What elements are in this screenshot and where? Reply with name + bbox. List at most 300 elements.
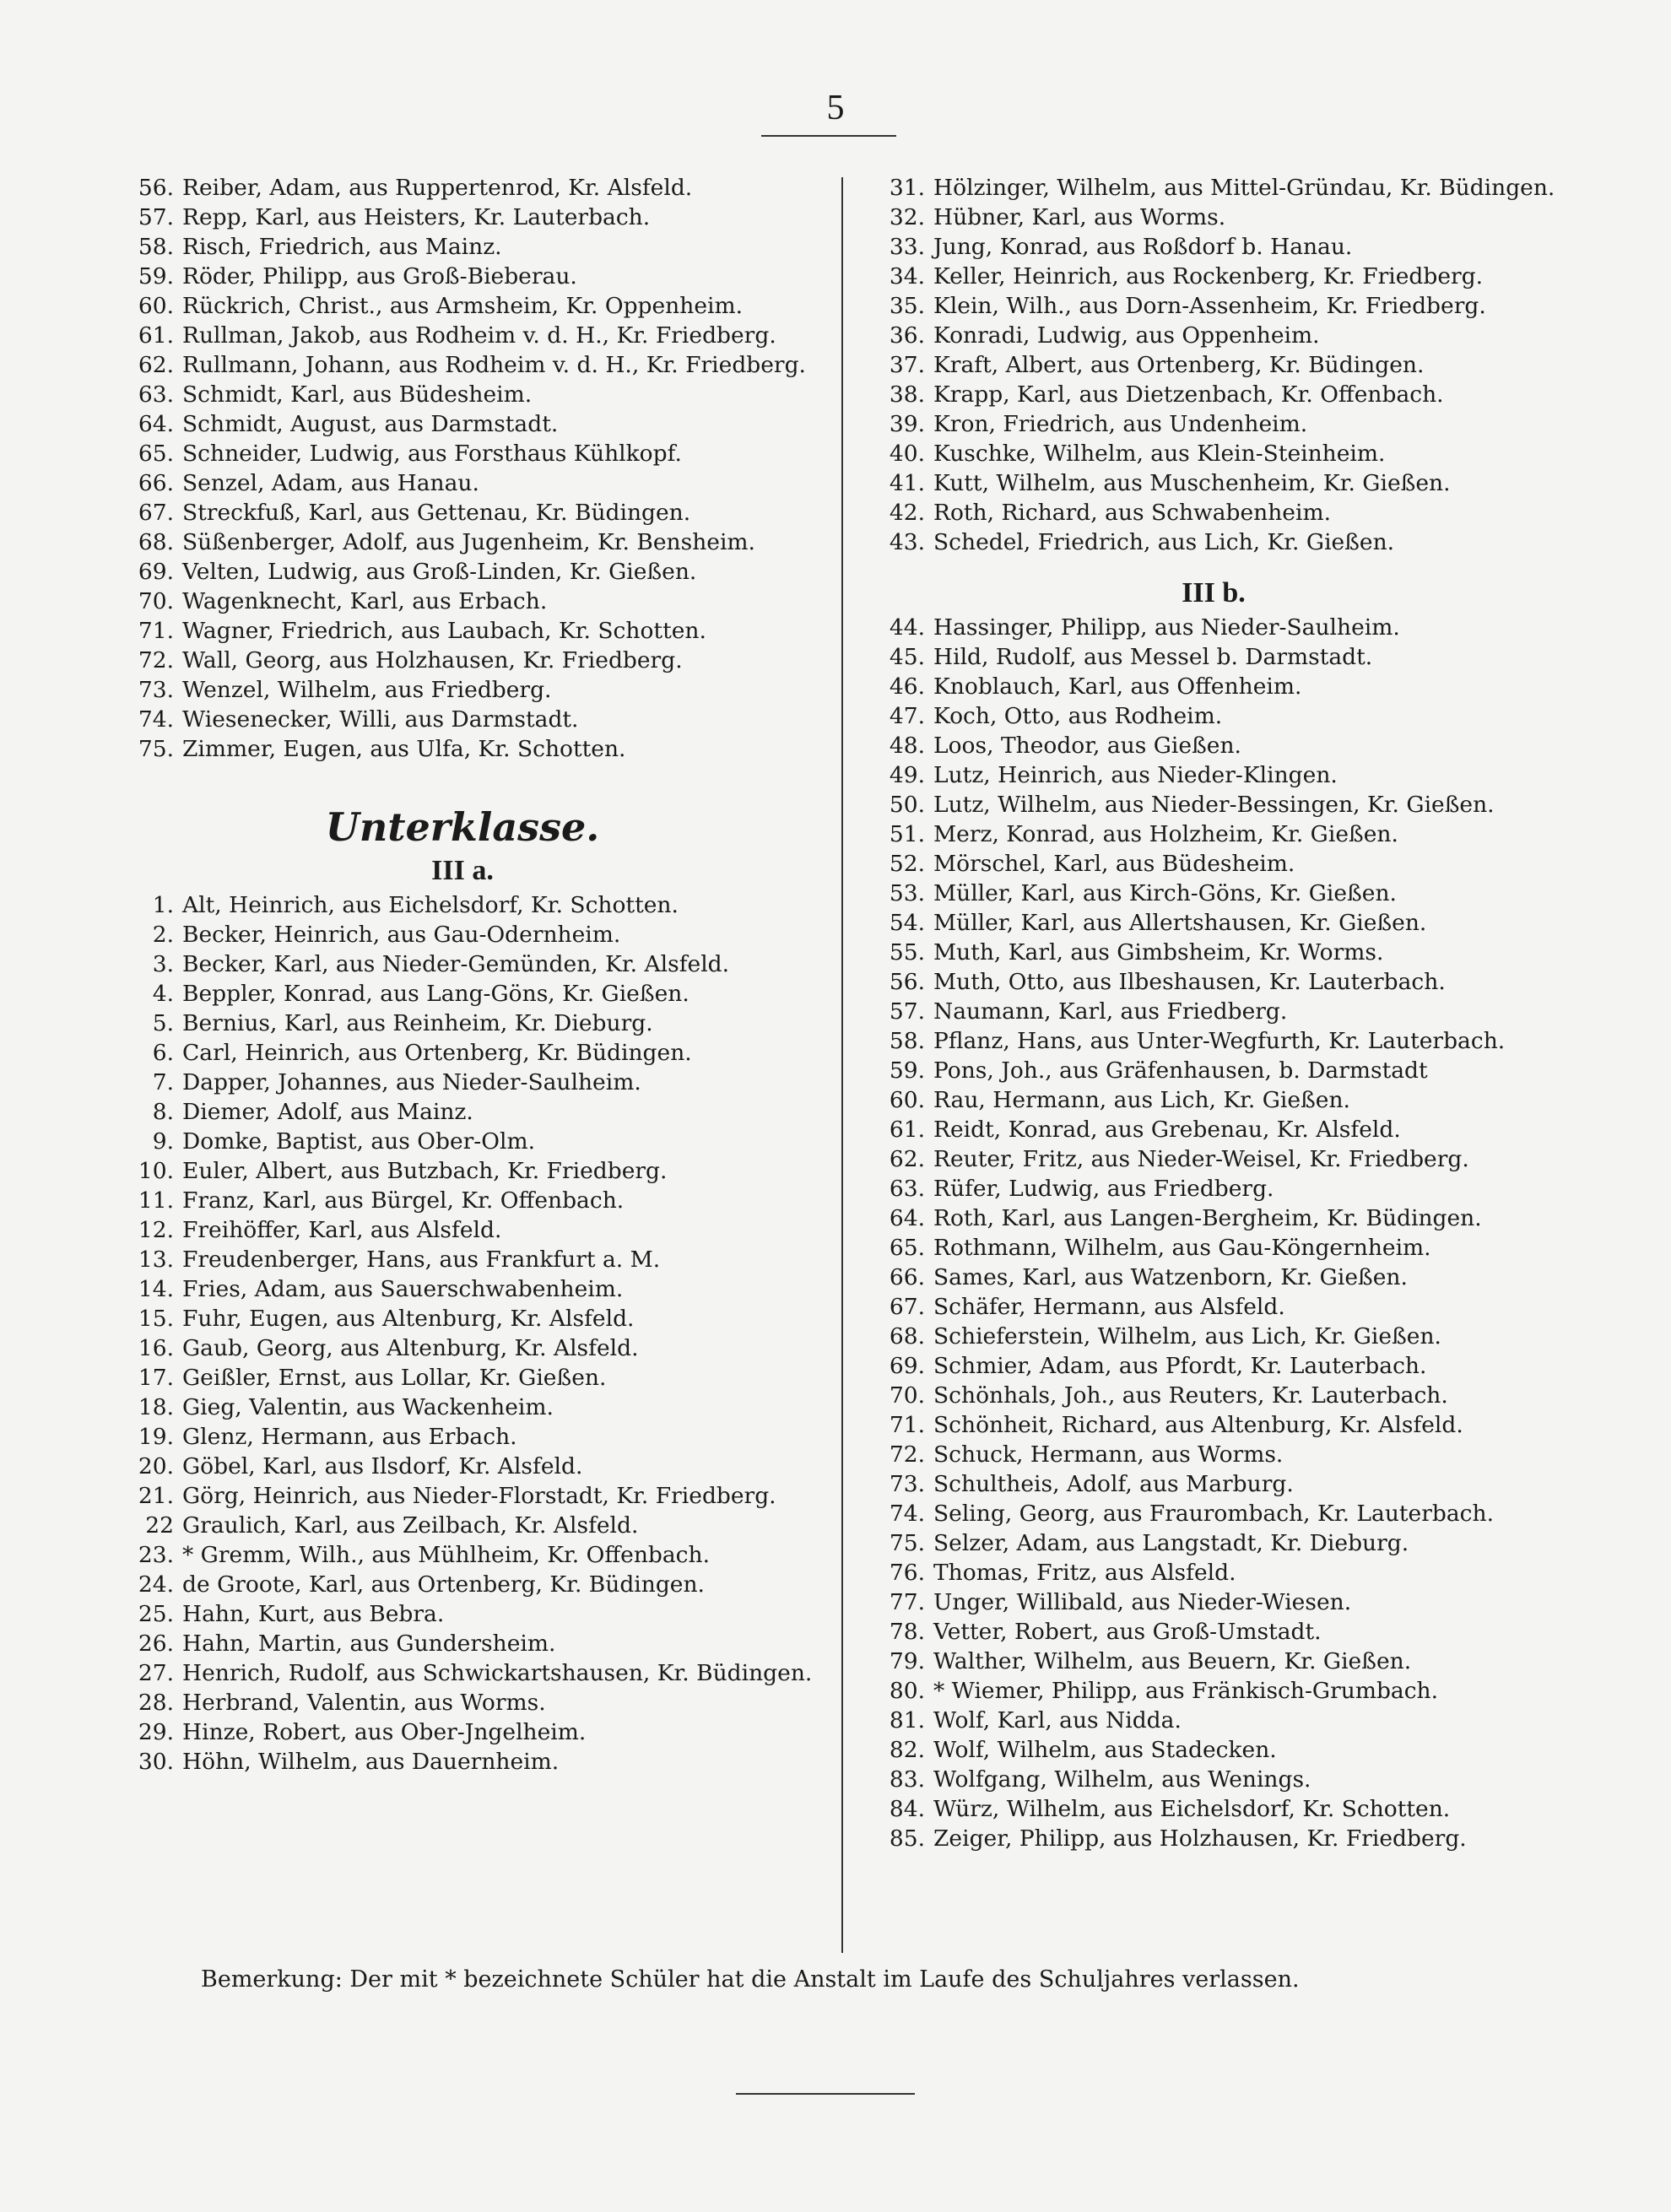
left-column: [108, 173, 817, 1777]
entry-number: 72.: [138, 647, 174, 673]
entry-number: 67.: [138, 500, 174, 526]
entry-text: Risch, Friedrich, aus Mainz.: [182, 234, 502, 260]
entry-text: Hinze, Robert, aus Ober-Jngelheim.: [182, 1719, 587, 1745]
list-item: [859, 1263, 1568, 1292]
entry-text: Wagner, Friedrich, aus Laubach, Kr. Schotten.: [182, 618, 706, 644]
entry-number: 46.: [889, 673, 925, 700]
entry-number: 42.: [889, 500, 925, 526]
list-item: [108, 1629, 817, 1658]
list-item: [859, 1647, 1568, 1676]
entry-number: 68.: [138, 529, 174, 555]
list-item: [108, 291, 817, 321]
entry-text: Muth, Karl, aus Gimbsheim, Kr. Worms.: [933, 939, 1384, 965]
entry-number: 44.: [889, 614, 925, 641]
entry-text: Schmidt, Karl, aus Büdesheim.: [182, 381, 533, 408]
section-heading-unterklasse: Unterklasse.: [325, 804, 600, 850]
entry-text: Knoblauch, Karl, aus Offenheim.: [933, 673, 1302, 700]
entry-number: 75.: [138, 736, 174, 762]
list-item: [108, 380, 817, 409]
entry-number: 37.: [889, 352, 925, 378]
entry-number: 22: [145, 1512, 174, 1539]
entry-text: Lutz, Heinrich, aus Nieder-Klingen.: [933, 762, 1338, 788]
list-item: [108, 1540, 817, 1570]
entry-number: 7.: [152, 1069, 174, 1095]
entry-text: * Gremm, Wilh., aus Mühlheim, Kr. Offenbach.: [182, 1542, 710, 1568]
list-item: [859, 1587, 1568, 1617]
entry-text: Thomas, Fritz, aus Alsfeld.: [933, 1560, 1236, 1586]
entry-text: Görg, Heinrich, aus Nieder-Florstadt, Kr. Friedberg.: [182, 1483, 776, 1509]
list-item: [859, 291, 1568, 321]
entry-number: 36.: [889, 322, 925, 349]
list-item: [859, 439, 1568, 468]
list-item: [859, 997, 1568, 1026]
list-item: [108, 498, 817, 527]
entry-number: 26.: [138, 1631, 174, 1657]
entry-text: Wolf, Wilhelm, aus Stadecken.: [933, 1737, 1277, 1763]
entry-text: Gaub, Georg, aus Altenburg, Kr. Alsfeld.: [182, 1335, 639, 1361]
entry-number: 43.: [889, 529, 925, 555]
entry-text: Domke, Baptist, aus Ober-Olm.: [182, 1128, 536, 1155]
list-item: [108, 1127, 817, 1156]
entry-text: Henrich, Rudolf, aus Schwickartshausen, Kr. Büdingen.: [182, 1660, 813, 1686]
entry-text: Schieferstein, Wilhelm, aus Lich, Kr. Gießen.: [933, 1323, 1441, 1349]
entry-number: 40.: [889, 441, 925, 467]
entry-text: Reiber, Adam, aus Ruppertenrod, Kr. Alsfeld.: [182, 175, 693, 201]
list-item: [108, 1511, 817, 1540]
entry-number: 72.: [889, 1441, 925, 1468]
entry-text: Wagenknecht, Karl, aus Erbach.: [182, 588, 548, 614]
entry-number: 15.: [138, 1306, 174, 1332]
list-item: [108, 734, 817, 764]
entry-number: 71.: [889, 1412, 925, 1438]
entry-number: 24.: [138, 1571, 174, 1598]
entry-text: Freihöffer, Karl, aus Alsfeld.: [182, 1217, 502, 1243]
entry-text: Hübner, Karl, aus Worms.: [933, 204, 1226, 230]
entry-text: Schäfer, Hermann, aus Alsfeld.: [933, 1294, 1285, 1320]
entry-text: Beppler, Konrad, aus Lang-Göns, Kr. Gießen.: [182, 981, 689, 1007]
entry-text: Kraft, Albert, aus Ortenberg, Kr. Büdingen.: [933, 352, 1425, 378]
list-item: [108, 1068, 817, 1097]
list-item: [108, 1688, 817, 1717]
entry-text: Alt, Heinrich, aus Eichelsdorf, Kr. Schotten.: [182, 892, 679, 918]
entry-number: 11.: [138, 1187, 174, 1214]
list-item: [108, 1215, 817, 1245]
list-item: [859, 321, 1568, 350]
entry-text: Koch, Otto, aus Rodheim.: [933, 703, 1223, 729]
entry-text: Rullman, Jakob, aus Rodheim v. d. H., Kr. Friedberg.: [182, 322, 776, 349]
list-item: [859, 1085, 1568, 1115]
entry-number: 27.: [138, 1660, 174, 1686]
list-item: [859, 1528, 1568, 1558]
entry-text: Hahn, Kurt, aus Bebra.: [182, 1601, 445, 1627]
entry-number: 9.: [152, 1128, 174, 1155]
entry-number: 62.: [889, 1146, 925, 1172]
list-item: [859, 879, 1568, 908]
entry-text: Schmidt, August, aus Darmstadt.: [182, 411, 559, 437]
entry-number: 38.: [889, 381, 925, 408]
list-item: [859, 1558, 1568, 1587]
entry-text: Vetter, Robert, aus Groß-Umstadt.: [933, 1619, 1322, 1645]
entry-number: 70.: [138, 588, 174, 614]
entry-number: 52.: [889, 851, 925, 877]
entry-text: Wiesenecker, Willi, aus Darmstadt.: [182, 706, 579, 733]
entry-number: 29.: [138, 1719, 174, 1745]
entry-number: 81.: [889, 1707, 925, 1733]
entry-text: Zimmer, Eugen, aus Ulfa, Kr. Schotten.: [182, 736, 626, 762]
entry-text: * Wiemer, Philipp, aus Fränkisch-Grumbach.: [933, 1678, 1439, 1704]
list-item: [108, 173, 817, 203]
list-item: [859, 1706, 1568, 1735]
top-rule: [761, 135, 896, 137]
right-list-bottom: [859, 613, 1568, 1853]
entry-text: Kutt, Wilhelm, aus Muschenheim, Kr. Gießen.: [933, 470, 1451, 496]
entry-text: Süßenberger, Adolf, aus Jugenheim, Kr. Bensheim.: [182, 529, 755, 555]
list-item: [108, 1097, 817, 1127]
list-item: [859, 819, 1568, 849]
entry-text: Hassinger, Philipp, aus Nieder-Saulheim.: [933, 614, 1400, 641]
entry-number: 19.: [138, 1424, 174, 1450]
entry-text: Roth, Richard, aus Schwabenheim.: [933, 500, 1332, 526]
entry-text: Hild, Rudolf, aus Messel b. Darmstadt.: [933, 644, 1373, 670]
list-item: [108, 527, 817, 557]
entry-number: 64.: [138, 411, 174, 437]
list-item: [859, 1292, 1568, 1322]
entry-number: 33.: [889, 234, 925, 260]
entry-text: Geißler, Ernst, aus Lollar, Kr. Gießen.: [182, 1365, 607, 1391]
list-item: [859, 1765, 1568, 1794]
left-list-bottom: [108, 890, 817, 1777]
left-list-top: [108, 173, 817, 764]
list-item: [859, 498, 1568, 527]
entry-text: Glenz, Hermann, aus Erbach.: [182, 1424, 517, 1450]
entry-text: Kron, Friedrich, aus Undenheim.: [933, 411, 1308, 437]
entry-number: 60.: [138, 293, 174, 319]
right-list-top: [859, 173, 1568, 557]
list-item: [859, 1351, 1568, 1381]
entry-number: 31.: [889, 175, 925, 201]
entry-number: 17.: [138, 1365, 174, 1391]
list-item: [859, 1026, 1568, 1056]
entry-text: Schönhals, Joh., aus Reuters, Kr. Lauterbach.: [933, 1382, 1448, 1409]
entry-number: 63.: [138, 381, 174, 408]
list-item: [108, 949, 817, 979]
entry-text: Zeiger, Philipp, aus Holzhausen, Kr. Friedberg.: [933, 1825, 1467, 1852]
entry-text: Klein, Wilh., aus Dorn-Assenheim, Kr. Friedberg.: [933, 293, 1486, 319]
entry-number: 5.: [152, 1010, 174, 1036]
entry-text: Schmier, Adam, aus Pfordt, Kr. Lauterbach.: [933, 1353, 1427, 1379]
entry-number: 77.: [889, 1589, 925, 1615]
list-item: [859, 731, 1568, 760]
entry-text: Röder, Philipp, aus Groß-Bieberau.: [182, 263, 577, 289]
entry-text: Jung, Konrad, aus Roßdorf b. Hanau.: [933, 234, 1353, 260]
list-item: [859, 173, 1568, 203]
list-item: [108, 979, 817, 1009]
list-item: [108, 439, 817, 468]
entry-number: 69.: [138, 559, 174, 585]
entry-number: 8.: [152, 1099, 174, 1125]
right-column: [859, 173, 1568, 1853]
list-item: [859, 672, 1568, 701]
entry-number: 32.: [889, 204, 925, 230]
entry-number: 85.: [889, 1825, 925, 1852]
entry-text: Konradi, Ludwig, aus Oppenheim.: [933, 322, 1320, 349]
entry-number: 30.: [138, 1749, 174, 1775]
entry-number: 10.: [138, 1158, 174, 1184]
entry-text: Unger, Willibald, aus Nieder-Wiesen.: [933, 1589, 1352, 1615]
list-item: [859, 1381, 1568, 1410]
entry-number: 48.: [889, 733, 925, 759]
subsection-heading-iiia: III a.: [431, 855, 494, 886]
entry-text: Roth, Karl, aus Langen-Bergheim, Kr. Büdingen.: [933, 1205, 1482, 1231]
list-item: [108, 1747, 817, 1777]
list-item: [859, 1174, 1568, 1203]
entry-number: 78.: [889, 1619, 925, 1645]
entry-number: 6.: [152, 1040, 174, 1066]
entry-number: 84.: [889, 1796, 925, 1822]
list-item: [859, 613, 1568, 642]
entry-text: Streckfuß, Karl, aus Gettenau, Kr. Büdingen.: [182, 500, 691, 526]
entry-number: 61.: [889, 1117, 925, 1143]
entry-text: Muth, Otto, aus Ilbeshausen, Kr. Lauterbach.: [933, 969, 1446, 995]
list-item: [108, 1186, 817, 1215]
list-item: [859, 642, 1568, 672]
list-item: [108, 1422, 817, 1452]
entry-text: Schneider, Ludwig, aus Forsthaus Kühlkopf.: [182, 441, 682, 467]
list-item: [108, 1599, 817, 1629]
entry-number: 56.: [138, 175, 174, 201]
entry-number: 25.: [138, 1601, 174, 1627]
entry-text: Dapper, Johannes, aus Nieder-Saulheim.: [182, 1069, 641, 1095]
entry-text: Fries, Adam, aus Sauerschwabenheim.: [182, 1276, 624, 1302]
list-item: [108, 1274, 817, 1304]
entry-text: Würz, Wilhelm, aus Eichelsdorf, Kr. Schotten.: [933, 1796, 1451, 1822]
entry-number: 73.: [889, 1471, 925, 1497]
entry-number: 76.: [889, 1560, 925, 1586]
entry-number: 35.: [889, 293, 925, 319]
list-item: [859, 1233, 1568, 1263]
list-item: [859, 1144, 1568, 1174]
entry-text: Graulich, Karl, aus Zeilbach, Kr. Alsfeld.: [182, 1512, 639, 1539]
entry-number: 2.: [152, 922, 174, 948]
entry-number: 54.: [889, 910, 925, 936]
entry-number: 28.: [138, 1690, 174, 1716]
list-item: [859, 1115, 1568, 1144]
entry-text: Freudenberger, Hans, aus Frankfurt a. M.: [182, 1247, 661, 1273]
entry-text: Diemer, Adolf, aus Mainz.: [182, 1099, 473, 1125]
entry-number: 65.: [889, 1235, 925, 1261]
list-item: [859, 1499, 1568, 1528]
list-item: [108, 1481, 817, 1511]
entry-text: Franz, Karl, aus Bürgel, Kr. Offenbach.: [182, 1187, 625, 1214]
entry-text: Rückrich, Christ., aus Armsheim, Kr. Oppenheim.: [182, 293, 744, 319]
entry-number: 79.: [889, 1648, 925, 1674]
entry-text: Becker, Karl, aus Nieder-Gemünden, Kr. Alsfeld.: [182, 951, 730, 977]
entry-number: 51.: [889, 821, 925, 847]
entry-number: 58.: [889, 1028, 925, 1054]
entry-text: Wenzel, Wilhelm, aus Friedberg.: [182, 677, 552, 703]
list-item: [108, 616, 817, 646]
list-item: [859, 409, 1568, 439]
entry-number: 14.: [138, 1276, 174, 1302]
entry-text: Merz, Konrad, aus Holzheim, Kr. Gießen.: [933, 821, 1398, 847]
entry-number: 59.: [138, 263, 174, 289]
list-item: [859, 380, 1568, 409]
entry-number: 39.: [889, 411, 925, 437]
list-item: [108, 203, 817, 232]
list-item: [108, 1245, 817, 1274]
list-item: [859, 232, 1568, 262]
entry-text: Sames, Karl, aus Watzenborn, Kr. Gießen.: [933, 1264, 1408, 1290]
entry-number: 21.: [138, 1483, 174, 1509]
list-item: [108, 890, 817, 920]
list-item: [859, 1735, 1568, 1765]
list-item: [859, 1410, 1568, 1440]
list-item: [859, 203, 1568, 232]
entry-number: 59.: [889, 1057, 925, 1084]
entry-number: 3.: [152, 951, 174, 977]
entry-text: Carl, Heinrich, aus Ortenberg, Kr. Büdingen.: [182, 1040, 692, 1066]
list-item: [108, 468, 817, 498]
list-item: [859, 468, 1568, 498]
entry-number: 64.: [889, 1205, 925, 1231]
list-item: [108, 675, 817, 705]
entry-text: Krapp, Karl, aus Dietzenbach, Kr. Offenbach.: [933, 381, 1444, 408]
entry-text: de Groote, Karl, aus Ortenberg, Kr. Büdingen.: [182, 1571, 705, 1598]
entry-number: 50.: [889, 792, 925, 818]
entry-text: Pflanz, Hans, aus Unter-Wegfurth, Kr. Lauterbach.: [933, 1028, 1506, 1054]
list-item: [859, 1056, 1568, 1085]
list-item: [859, 262, 1568, 291]
entry-text: Rüfer, Ludwig, aus Friedberg.: [933, 1176, 1274, 1202]
list-item: [108, 350, 817, 380]
list-item: [108, 1304, 817, 1333]
entry-text: Schedel, Friedrich, aus Lich, Kr. Gießen.: [933, 529, 1395, 555]
entry-text: Selzer, Adam, aus Langstadt, Kr. Dieburg.: [933, 1530, 1409, 1556]
entry-text: Kuschke, Wilhelm, aus Klein-Steinheim.: [933, 441, 1386, 467]
entry-number: 57.: [889, 998, 925, 1025]
entry-number: 73.: [138, 677, 174, 703]
entry-number: 16.: [138, 1335, 174, 1361]
entry-number: 74.: [889, 1501, 925, 1527]
list-item: [108, 1038, 817, 1068]
entry-number: 41.: [889, 470, 925, 496]
entry-number: 82.: [889, 1737, 925, 1763]
entry-text: Senzel, Adam, aus Hanau.: [182, 470, 479, 496]
list-item: [108, 409, 817, 439]
list-item: [859, 1469, 1568, 1499]
bottom-rule: [736, 2093, 915, 2095]
list-item: [108, 1156, 817, 1186]
entry-number: 13.: [138, 1247, 174, 1273]
entry-text: Naumann, Karl, aus Friedberg.: [933, 998, 1288, 1025]
entry-number: 45.: [889, 644, 925, 670]
entry-text: Herbrand, Valentin, aus Worms.: [182, 1690, 546, 1716]
list-item: [108, 1363, 817, 1393]
entry-text: Schultheis, Adolf, aus Marburg.: [933, 1471, 1294, 1497]
list-item: [108, 321, 817, 350]
list-item: [859, 1824, 1568, 1853]
entry-number: 74.: [138, 706, 174, 733]
entry-text: Repp, Karl, aus Heisters, Kr. Lauterbach.: [182, 204, 651, 230]
entry-text: Müller, Karl, aus Allertshausen, Kr. Gießen.: [933, 910, 1427, 936]
entry-text: Walther, Wilhelm, aus Beuern, Kr. Gießen.: [933, 1648, 1412, 1674]
entry-text: Höhn, Wilhelm, aus Dauernheim.: [182, 1749, 560, 1775]
entry-text: Velten, Ludwig, aus Groß-Linden, Kr. Gießen.: [182, 559, 697, 585]
list-item: [859, 1322, 1568, 1351]
list-item: [108, 1333, 817, 1363]
entry-text: Schuck, Hermann, aus Worms.: [933, 1441, 1284, 1468]
entry-number: 75.: [889, 1530, 925, 1556]
entry-number: 60.: [889, 1087, 925, 1113]
list-item: [108, 1393, 817, 1422]
subsection-heading-iiib: III b.: [1182, 577, 1246, 608]
entry-number: 4.: [152, 981, 174, 1007]
entry-text: Wall, Georg, aus Holzhausen, Kr. Friedberg.: [182, 647, 683, 673]
entry-text: Lutz, Wilhelm, aus Nieder-Bessingen, Kr. Gießen.: [933, 792, 1495, 818]
entry-text: Reuter, Fritz, aus Nieder-Weisel, Kr. Friedberg.: [933, 1146, 1469, 1172]
entry-text: Wolf, Karl, aus Nidda.: [933, 1707, 1182, 1733]
entry-text: Göbel, Karl, aus Ilsdorf, Kr. Alsfeld.: [182, 1453, 583, 1479]
entry-number: 57.: [138, 204, 174, 230]
list-item: [859, 967, 1568, 997]
list-item: [108, 920, 817, 949]
entry-number: 23.: [138, 1542, 174, 1568]
entry-number: 70.: [889, 1382, 925, 1409]
list-item: [859, 938, 1568, 967]
entry-number: 66.: [889, 1264, 925, 1290]
entry-number: 80.: [889, 1678, 925, 1704]
entry-number: 69.: [889, 1353, 925, 1379]
entry-number: 47.: [889, 703, 925, 729]
list-item: [859, 701, 1568, 731]
entry-text: Bernius, Karl, aus Reinheim, Kr. Dieburg.: [182, 1010, 653, 1036]
list-item: [108, 557, 817, 587]
list-item: [859, 350, 1568, 380]
list-item: [859, 908, 1568, 938]
list-item: [108, 1570, 817, 1599]
entry-text: Pons, Joh., aus Gräfenhausen, b. Darmstadt: [933, 1057, 1428, 1084]
entry-text: Gieg, Valentin, aus Wackenheim.: [182, 1394, 554, 1420]
entry-number: 49.: [889, 762, 925, 788]
list-item: [108, 232, 817, 262]
entry-text: Hölzinger, Wilhelm, aus Mittel-Gründau, Kr. Büdingen.: [933, 175, 1555, 201]
entry-number: 18.: [138, 1394, 174, 1420]
entry-text: Fuhr, Eugen, aus Altenburg, Kr. Alsfeld.: [182, 1306, 635, 1332]
list-item: [859, 1440, 1568, 1469]
entry-text: Euler, Albert, aus Butzbach, Kr. Friedberg.: [182, 1158, 668, 1184]
list-item: [859, 849, 1568, 879]
entry-text: Schönheit, Richard, aus Altenburg, Kr. Alsfeld.: [933, 1412, 1463, 1438]
list-item: [108, 1717, 817, 1747]
entry-number: 62.: [138, 352, 174, 378]
entry-number: 55.: [889, 939, 925, 965]
entry-number: 1.: [152, 892, 174, 918]
entry-text: Keller, Heinrich, aus Rockenberg, Kr. Friedberg.: [933, 263, 1484, 289]
list-item: [859, 1676, 1568, 1706]
list-item: [108, 1009, 817, 1038]
entry-text: Reidt, Konrad, aus Grebenau, Kr. Alsfeld.: [933, 1117, 1401, 1143]
entry-number: 65.: [138, 441, 174, 467]
entry-text: Loos, Theodor, aus Gießen.: [933, 733, 1241, 759]
column-divider: [841, 177, 843, 1953]
entry-text: Rau, Hermann, aus Lich, Kr. Gießen.: [933, 1087, 1350, 1113]
entry-number: 66.: [138, 470, 174, 496]
page-number: 5: [826, 89, 845, 127]
list-item: [859, 527, 1568, 557]
entry-number: 83.: [889, 1766, 925, 1793]
entry-number: 56.: [889, 969, 925, 995]
entry-number: 61.: [138, 322, 174, 349]
